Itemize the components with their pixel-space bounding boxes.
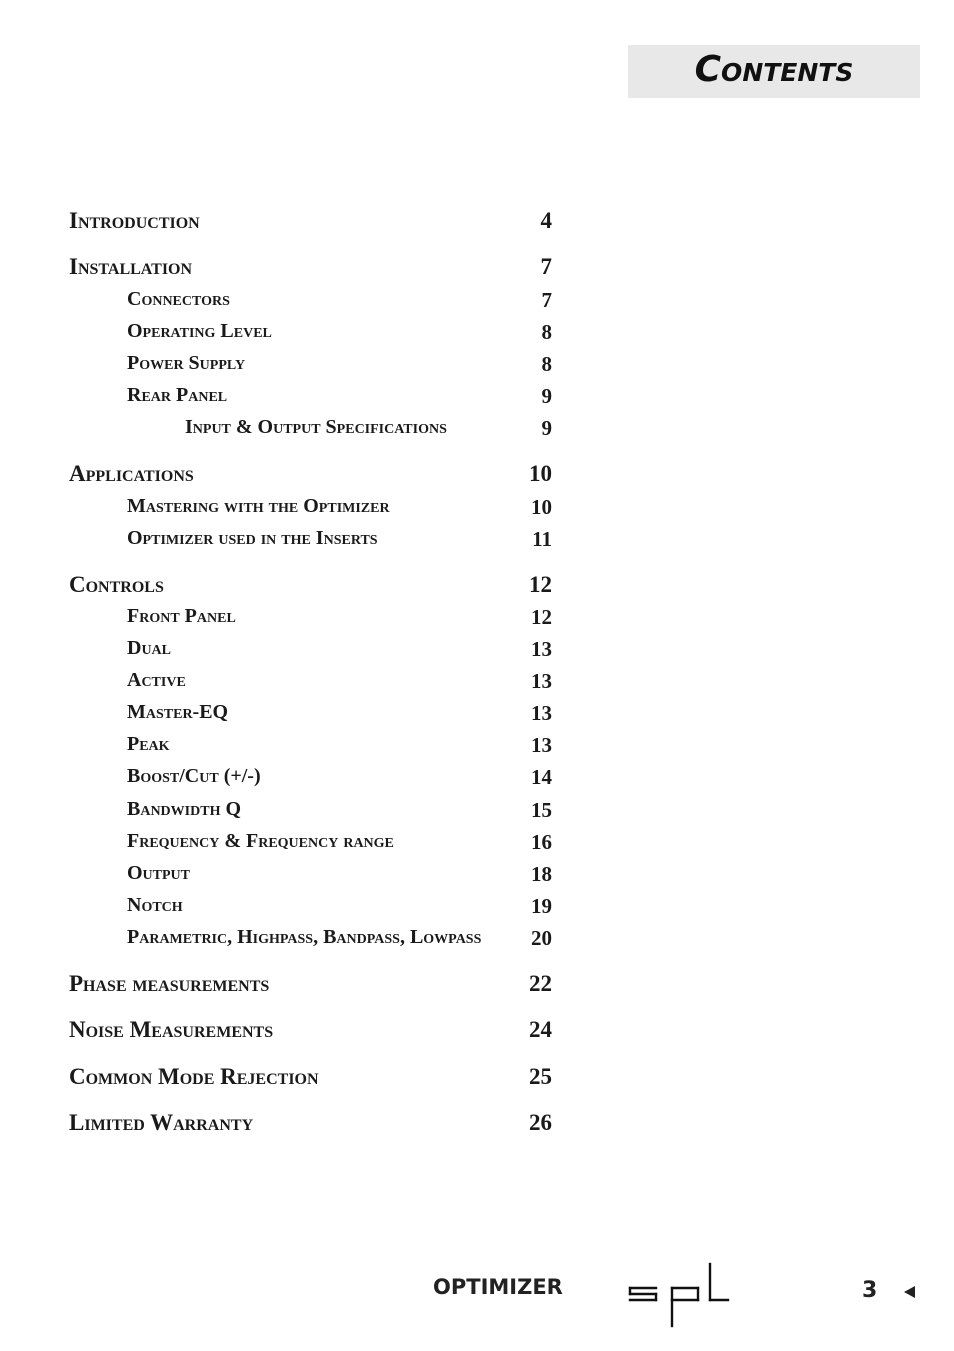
toc-subentry[interactable] (69, 495, 552, 523)
toc-subentry[interactable] (69, 701, 552, 729)
toc-entry-label: Rear Panel (127, 384, 228, 406)
toc-entry-page: 19 (531, 894, 552, 918)
toc-entry-label: Output (127, 862, 191, 884)
toc-subsubentry[interactable] (69, 416, 552, 444)
toc-subentry[interactable] (69, 733, 552, 761)
toc-entry-label: Boost/Cut (+/-) (127, 765, 261, 787)
toc-entry-label: Phase measurements (69, 971, 270, 996)
toc-entry-label: Limited Warranty (69, 1110, 254, 1135)
toc-subentry[interactable] (69, 320, 552, 348)
toc-entry-page: 24 (529, 1017, 552, 1042)
toc-entry-label: Optimizer used in the Inserts (127, 527, 378, 549)
toc-entry-page: 14 (531, 765, 552, 789)
toc-entry-label: Connectors (127, 288, 230, 310)
toc-entry-label: Power Supply (127, 352, 246, 374)
toc-subentry[interactable] (69, 669, 552, 697)
toc-entry[interactable] (69, 208, 552, 236)
toc-entry-label: Common Mode Rejection (69, 1064, 319, 1089)
left-triangle-icon[interactable] (904, 1286, 915, 1298)
toc-entry-page: 4 (540, 208, 552, 233)
toc-entry-label: Installation (69, 254, 193, 279)
toc-entry-label: Active (127, 669, 186, 691)
page-number: 3 (862, 1278, 878, 1303)
toc-entry-page: 16 (531, 830, 552, 854)
spl-logo (628, 1262, 730, 1328)
toc-entry-label: Controls (69, 572, 164, 597)
toc-entry[interactable] (69, 1110, 552, 1138)
toc-subentry[interactable] (69, 384, 552, 412)
toc-entry-label: Dual (127, 637, 172, 659)
toc-entry-page: 8 (541, 320, 552, 344)
toc-entry[interactable] (69, 461, 552, 489)
toc-entry[interactable] (69, 254, 552, 282)
toc-entry-label: Parametric, Highpass, Bandpass, Lowpass (127, 926, 482, 948)
toc-entry-page: 13 (531, 637, 552, 661)
toc-entry-page: 7 (541, 288, 552, 312)
toc-entry-label: Input & Output Specifications (185, 416, 447, 438)
toc-entry-page: 12 (531, 605, 552, 629)
toc-entry-label: Applications (69, 461, 194, 486)
toc-entry-label: Notch (127, 894, 183, 916)
toc-entry-label: Bandwidth Q (127, 798, 242, 820)
toc-subentry[interactable] (69, 765, 552, 793)
toc-subentry[interactable] (69, 798, 552, 826)
toc-subentry[interactable] (69, 830, 552, 858)
toc-subentry[interactable] (69, 894, 552, 922)
toc-entry-page: 11 (532, 527, 552, 551)
toc-entry[interactable] (69, 971, 552, 999)
toc-entry-page: 7 (540, 254, 552, 279)
toc-entry-page: 13 (531, 733, 552, 757)
toc-subentry[interactable] (69, 862, 552, 890)
toc-subentry[interactable] (69, 637, 552, 665)
toc-entry-label: Noise Measurements (69, 1017, 274, 1042)
toc-subentry[interactable] (69, 605, 552, 633)
toc-entry-page: 22 (529, 971, 552, 996)
toc-entry-page: 20 (531, 926, 552, 950)
toc-subentry[interactable] (69, 288, 552, 316)
toc-entry-page: 15 (531, 798, 552, 822)
toc-entry-label: Introduction (69, 208, 200, 233)
toc-entry-page: 8 (541, 352, 552, 376)
toc-entry-page: 10 (529, 461, 552, 486)
toc-entry-page: 10 (531, 495, 552, 519)
toc-entry-page: 18 (531, 862, 552, 886)
toc-entry[interactable] (69, 572, 552, 600)
toc-entry-page: 26 (529, 1110, 552, 1135)
toc-subentry[interactable] (69, 926, 552, 954)
page-title: Contents (694, 49, 854, 90)
toc-entry-page: 9 (541, 416, 552, 440)
toc-entry[interactable] (69, 1064, 552, 1092)
toc-entry-page: 25 (529, 1064, 552, 1089)
toc-entry-page: 9 (541, 384, 552, 408)
toc-entry-page: 13 (531, 701, 552, 725)
toc-entry-label: Master-EQ (127, 701, 229, 723)
toc-entry-page: 13 (531, 669, 552, 693)
toc-entry[interactable] (69, 1017, 552, 1045)
product-name: OPTIMIZER (433, 1275, 563, 1299)
toc-entry-label: Front Panel (127, 605, 236, 627)
toc-entry-label: Peak (127, 733, 170, 755)
toc-subentry[interactable] (69, 527, 552, 555)
toc-entry-label: Mastering with the Optimizer (127, 495, 390, 517)
toc-entry-label: Frequency & Frequency range (127, 830, 394, 852)
toc-entry-page: 12 (529, 572, 552, 597)
toc-subentry[interactable] (69, 352, 552, 380)
toc-entry-label: Operating Level (127, 320, 272, 342)
